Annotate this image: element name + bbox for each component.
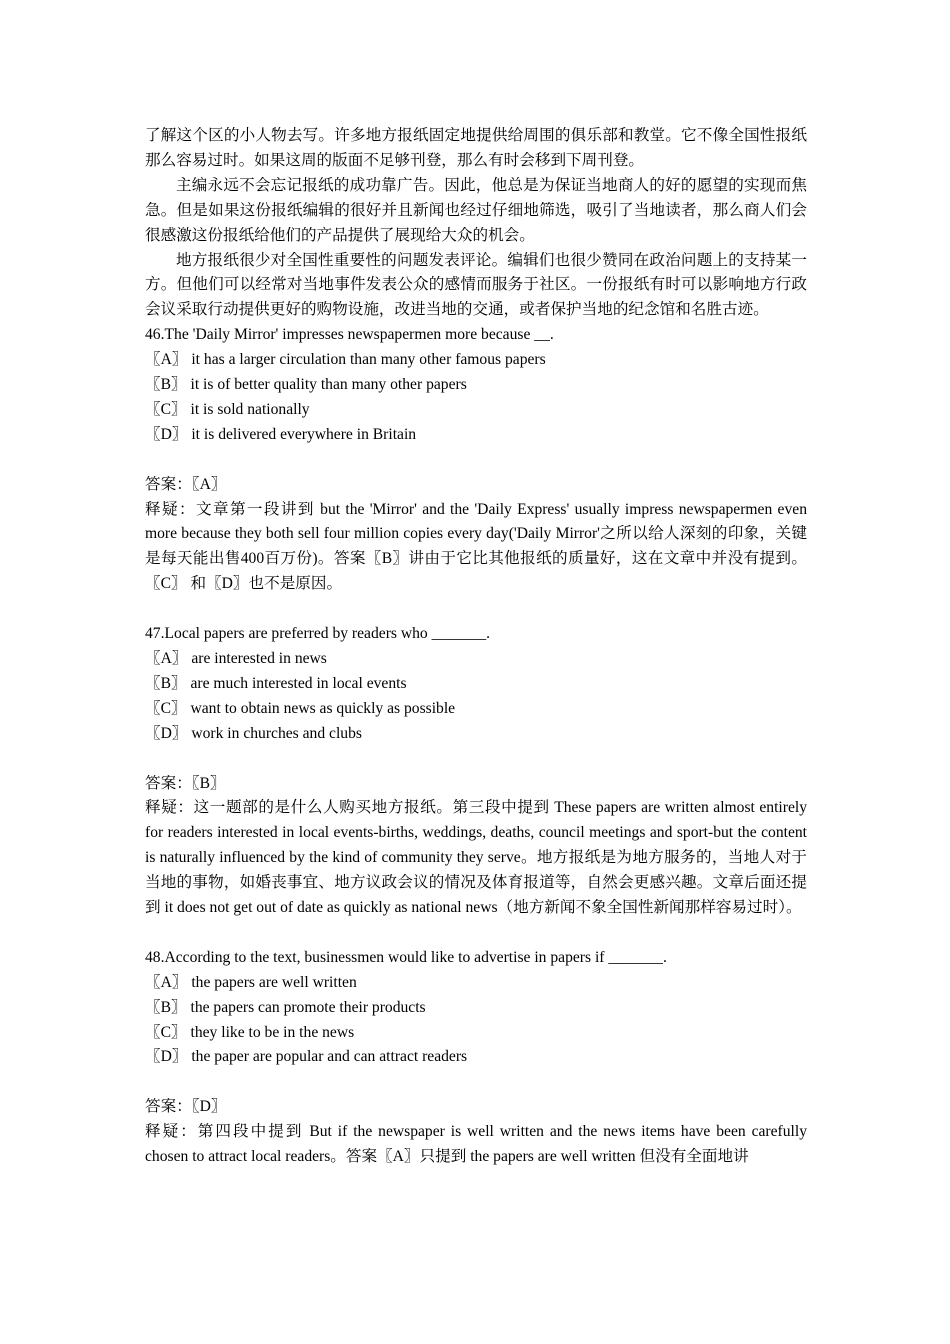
question-stem: 46.The 'Daily Mirror' impresses newspapermen more because __.: [145, 326, 554, 344]
answer-line: 答案：〖B〗: [145, 774, 226, 792]
option-b: 〖B〗 it is of better quality than many other papers: [145, 376, 467, 394]
option-a: 〖A〗 the papers are well written: [145, 973, 357, 991]
explanation: 释疑：这一题部的是什么人购买地方报纸。第三段中提到 These papers are written almost entirely for readers interested in local events-births, weddings, deaths, council meetings and sport-but the content is naturally influenced by the kind of community they serve。地方报纸是为地方服务的，当地人对于当地的事物，如婚丧事宜、地方议政会议的情况及体育报道等，自然会更感兴趣。文章后面还提到 it does not get out of date as quickly as national news（地方新闻不象全国性新闻那样容易过时）。: [145, 799, 807, 917]
option-d: 〖D〗 work in churches and clubs: [145, 724, 362, 742]
option-b: 〖B〗 the papers can promote their products: [145, 998, 426, 1016]
answer-line: 答案：〖D〗: [145, 1098, 227, 1116]
option-c: 〖C〗 want to obtain news as quickly as possible: [145, 699, 456, 717]
document-page: [145, 124, 807, 1170]
question-stem: 48.According to the text, businessmen would like to advertise in papers if _______.: [145, 948, 667, 966]
option-a: 〖A〗 are interested in news: [145, 650, 327, 667]
spacer: [145, 747, 807, 772]
spacer: [145, 597, 807, 622]
option-d: 〖D〗 the paper are popular and can attract readers: [145, 1048, 468, 1066]
option-c: 〖C〗 they like to be in the news: [145, 1023, 355, 1041]
option-c: 〖C〗 it is sold nationally: [145, 400, 310, 418]
passage-paragraph: 地方报纸很少对全国性重要性的问题发表评论。编辑们也很少赞同在政治问题上的支持某一方。但他们可以经常对当地事件发表公众的感情而服务于社区。一份报纸有时可以影响地方行政会议采取行动提供更好的购物设施，改进当地的交通，或者保护当地的纪念馆和名胜古迹。: [145, 251, 807, 319]
question-block: [145, 323, 807, 622]
explanation: 释疑：文章第一段讲到 but the 'Mirror' and the 'Daily Express' usually impress newspapermen even more because they both sell four million copies every day('Daily Mirror'之所以给人深刻的印象，关键是每天能出售400百万份)。答案〖B〗讲由于它比其他报纸的质量好，这在文章中并没有提到。〖C〗 和〖D〗也不是原因。: [145, 500, 807, 593]
question-stem: 47.Local papers are preferred by readers who _______.: [145, 625, 491, 643]
option-d: 〖D〗 it is delivered everywhere in Britain: [145, 425, 417, 443]
explanation: 释疑：第四段中提到 But if the newspaper is well written and the news items have been carefully chosen to attract local readers。答案〖A〗只提到 the papers are well written 但没有全面地讲: [145, 1123, 807, 1166]
spacer: [145, 448, 807, 473]
spacer: [145, 1070, 807, 1095]
question-block: [145, 946, 807, 1170]
passage-paragraph: 了解这个区的小人物去写。许多地方报纸固定地提供给周围的俱乐部和教堂。它不像全国性报纸那么容易过时。如果这周的版面不足够刊登，那么有时会移到下周刊登。: [145, 127, 807, 169]
question-block: [145, 622, 807, 946]
option-a: 〖A〗 it has a larger circulation than many other famous papers: [145, 351, 546, 369]
option-b: 〖B〗 are much interested in local events: [145, 674, 407, 692]
answer-line: 答案：〖A〗: [145, 475, 227, 493]
passage-paragraph: 主编永远不会忘记报纸的成功靠广告。因此，他总是为保证当地商人的好的愿望的实现而焦急。但是如果这份报纸编辑的很好并且新闻也经过仔细地筛选，吸引了当地读者，那么商人们会很感激这份报纸给他们的产品提供了展现给大众的机会。: [145, 176, 807, 244]
spacer: [145, 921, 807, 946]
